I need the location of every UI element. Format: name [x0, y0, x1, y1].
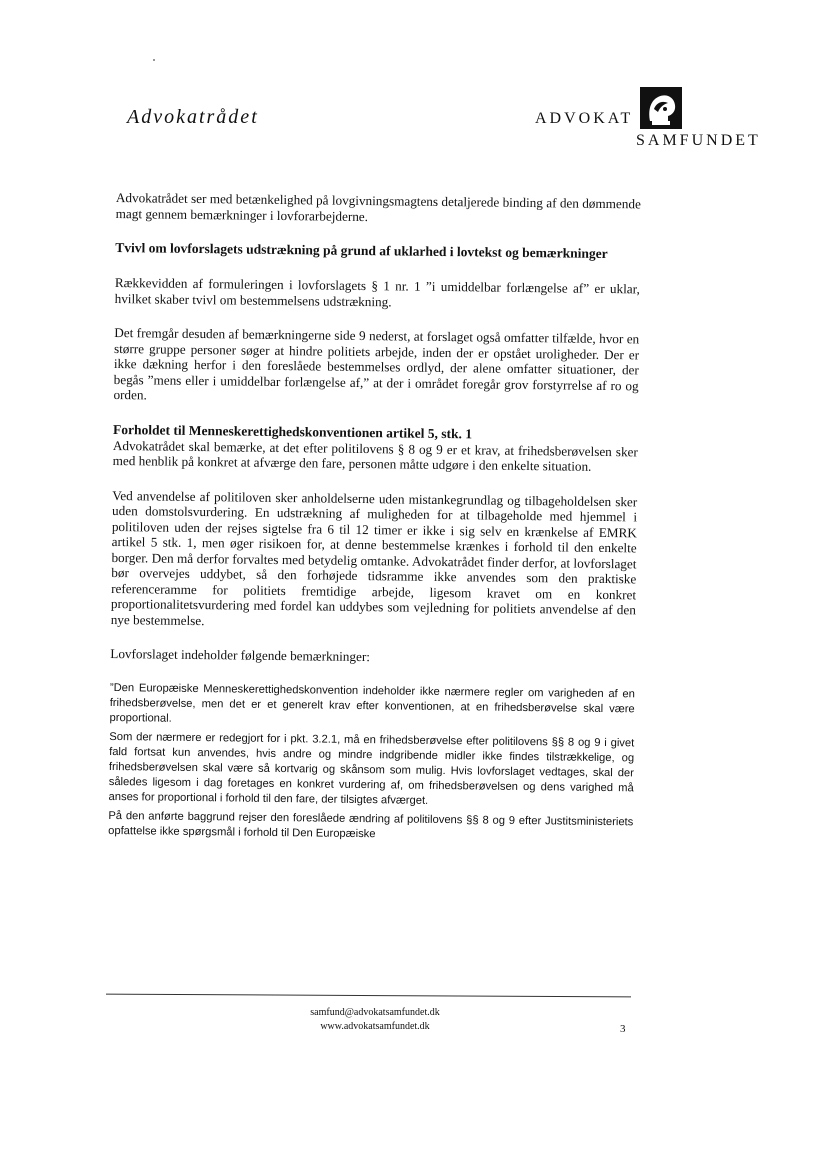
- quote-paragraph-1: ”Den Europæiske Menneskerettighedskonvention indeholder ikke nærmere regler om varigheden af en frihedsberøvelse, men det er et generelt krav efter konventionen, at en frihedsberøvelse skal være proportional.: [109, 681, 635, 725]
- heading-human-rights: Forholdet til Menneskerettighedskonventionen artikel 5, stk. 1: [112, 421, 473, 441]
- logo-word-advokat: ADVOKAT: [535, 110, 634, 127]
- paragraph-police-act: Advokatrådet skal bemærke, at det efter politilovens § 8 og 9 er et krav, at frihedsberøvelsen sker med henblik på konkret at afværge den fare, personen måtte udgøre i den enkelte situation.: [112, 437, 638, 474]
- footer-website: www.advokatsamfundet.dk: [320, 1021, 430, 1032]
- paragraph-detention: Ved anvendelse af politiloven sker anholdelserne uden mistankegrundlag og tilbageholdelsen sker uden domstolsvurdering. En udstrækning af muligheden for at tilbageholde med hjemmel i politiloven uden der rejses sigtelse fra 6 til 12 timer er ikke i sig selv en krænkelse af EMRK artikel 5 stk. 1, men øger risikoen for, at denne bestemmelse krænkes i forhold til den enkelte borger. Den må derfor forvaltes med betydelig omtanke. Advokatrådet finder derfor, at lovforslaget bør overvejes uddybet, så den forhøjede tidsramme ikke anvendes som den praktiske referenceramme for politiets fremtidige arbejde, ligesom kravet om en konkret proportionalitetsvurdering med fordel kan uddybes som vejledning for politiets anvendelse af den nye bestemmelse.: [110, 487, 638, 628]
- header-title: Advokatrådet: [127, 106, 259, 128]
- letter-body: [108, 190, 641, 849]
- heading-uncertainty: Tvivl om lovforslagets udstrækning på grund af uklarhed i lovtekst og bemærkninger: [115, 239, 608, 262]
- scan-speck: [153, 59, 155, 61]
- logo-word-samfundet: SAMFUNDET: [636, 132, 761, 149]
- helmeted-head-icon: [638, 85, 684, 131]
- footer-email: samfund@advokatsamfundet.dk: [310, 1007, 440, 1018]
- page-number: 3: [620, 1023, 626, 1035]
- paragraph-remarks: Det fremgår desuden af bemærkningerne side 9 nederst, at forslaget også omfatter tilfælde, hvor en større gruppe personer søger at hindre politiets arbejde, inden der er opstået uroligheder. Der er ikke dækning herfor i den foreslåede bestemmelses ordlyd, der alene omfatter situationer, der begås ”mens eller i umiddelbar forlængelse af,” at der i området foregår grov forstyrrelse af ro og orden.: [113, 324, 640, 403]
- paragraph-intro: Advokatrådet ser med betænkelighed på lovgivningsmagtens detaljerede binding af den dømmende magt gennem bemærkninger i lovforarbejderne.: [115, 190, 641, 224]
- footer-divider: [106, 994, 631, 998]
- quote-paragraph-2: Som der nærmere er redegjort for i pkt. 3.2.1, må en frihedsberøvelse efter politilovens §§ 8 og 9 i givet fald fortsat kun anvendes, hvis andre og mindre indgribende midler ikke findes tilstrækkelige, og frihedsberøvelsen skal være så kortvarig og skånsom som mulig. Hvis lovforslaget vedtages, skal der således ligesom i dag foretages en konkret vurdering af, om frihedsberøvelsen og dens varighed må anses for proportional i forhold til den fare, der tilsigtes afværget.: [108, 730, 635, 807]
- paragraph-bill-remarks: Lovforslaget indeholder følgende bemærkninger:: [110, 645, 371, 665]
- quote-paragraph-3: På den anførte baggrund rejser den foreslåede ændring af politilovens §§ 8 og 9 efter Justitsministeriets opfattelse ikke spørgsmål i forhold til Den Europæiske: [108, 809, 634, 840]
- advokatsamfundet-logo: [535, 85, 775, 155]
- paragraph-scope: Rækkevidden af formuleringen i lovforslagets § 1 nr. 1 ”i umiddelbar forlængelse af” er uklar, hvilket skaber tvivl om bestemmelsens udstrækning.: [114, 274, 640, 309]
